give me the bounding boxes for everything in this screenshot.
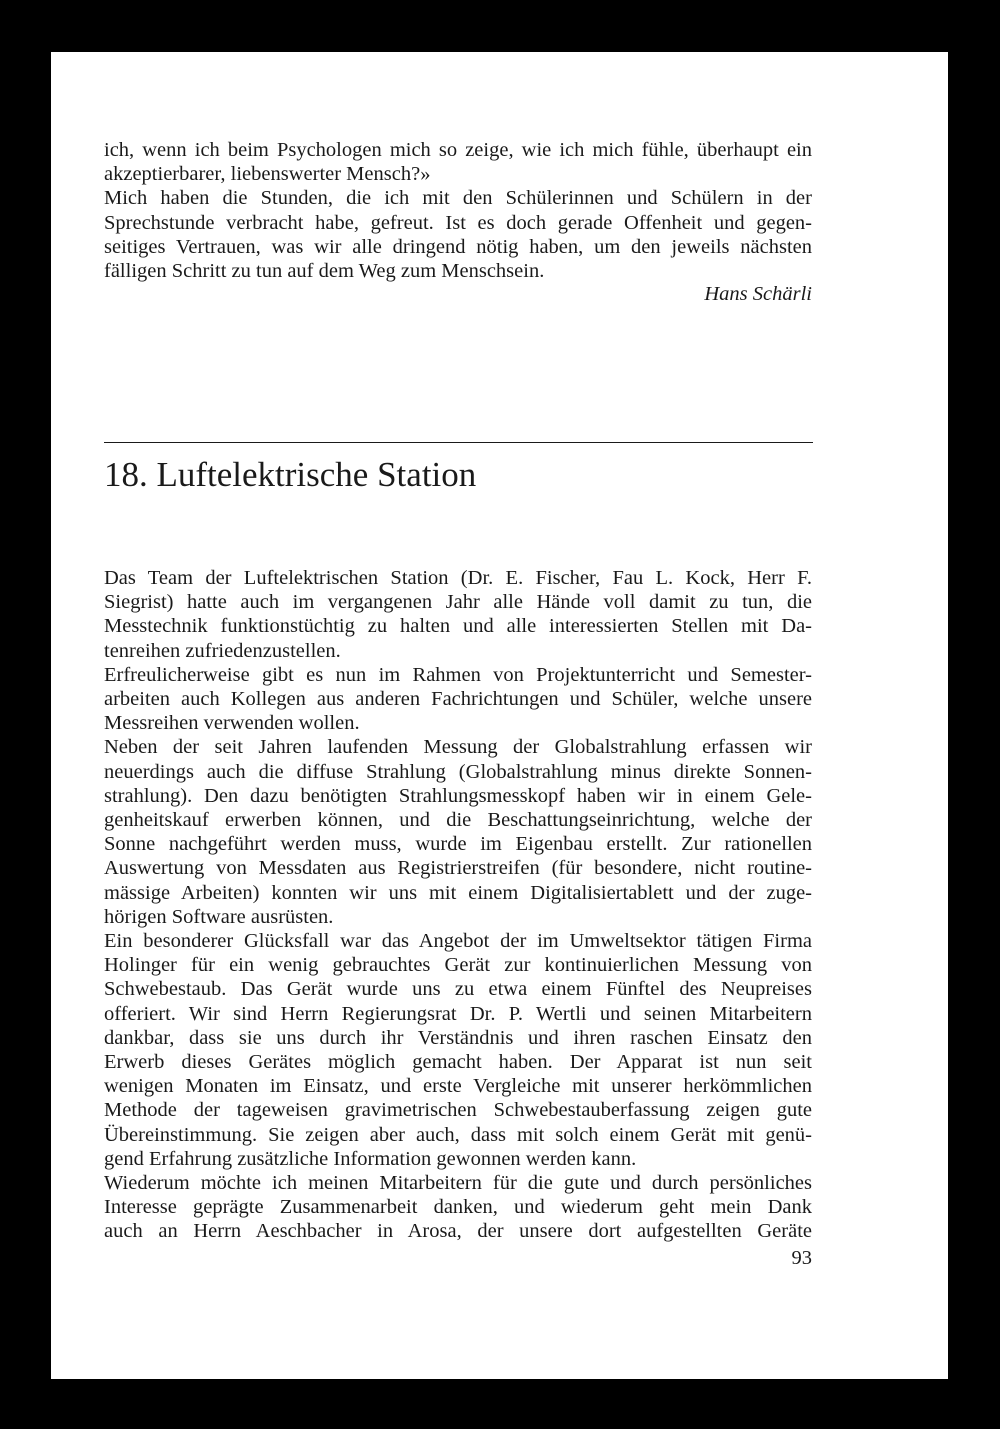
text-line: Messreihen verwenden wollen. xyxy=(104,712,360,735)
text-line: Holinger für ein wenig gebrauchtes Gerät zur kontinuierlichen Messung von xyxy=(104,954,812,977)
text-line: Wiederum möchte ich meinen Mitarbeitern für die gute und durch persönliches xyxy=(104,1172,812,1195)
text-line: Das Team der Luftelektrischen Station (Dr. E. Fischer, Fau L. Kock, Herr F. xyxy=(104,567,812,589)
text-line: wenigen Monaten im Einsatz, und erste Vergleiche mit unserer herkömmlichen xyxy=(104,1075,812,1098)
document-page xyxy=(51,52,948,1379)
text-line: akzeptierbarer, liebenswerter Mensch?» xyxy=(104,163,431,186)
section-body xyxy=(104,566,812,1244)
text-line: Sprechstunde verbracht habe, gefreut. Ist es doch gerade Offenheit und gegen- xyxy=(104,211,812,234)
text-line: tenreihen zufriedenzustellen. xyxy=(104,639,341,662)
text-line: dankbar, dass sie uns durch ihr Verständnis und ihren raschen Einsatz den xyxy=(104,1026,812,1049)
text-line: Erwerb dieses Gerätes möglich gemacht haben. Der Apparat ist nun seit xyxy=(104,1051,812,1074)
text-line: Messtechnik funktionstüchtig zu halten und alle interessierten Stellen mit Da- xyxy=(104,615,812,638)
text-line: Schwebestaub. Das Gerät wurde uns zu etwa einem Fünftel des Neupreises xyxy=(104,978,812,1001)
text-line: hörigen Software ausrüsten. xyxy=(104,905,334,928)
text-line: Ein besonderer Glücksfall war das Angebot der im Umweltsektor tätigen Firma xyxy=(104,930,812,953)
text-line: Übereinstimmung. Sie zeigen aber auch, dass mit solch einem Gerät mit genü- xyxy=(104,1123,812,1146)
text-line: gend Erfahrung zusätzliche Information gewonnen werden kann. xyxy=(104,1147,637,1170)
text-line: genheitskauf erwerben können, und die Beschattungseinrichtung, welche der xyxy=(104,809,812,832)
text-line: Siegrist) hatte auch im vergangenen Jahr alle Hände voll damit zu tun, die xyxy=(104,591,812,614)
text-line: offeriert. Wir sind Herrn Regierungsrat Dr. P. Wertli und seinen Mitarbeitern xyxy=(104,1002,812,1025)
text-line: ich, wenn ich beim Psychologen mich so zeige, wie ich mich fühle, überhaupt ein xyxy=(104,139,812,161)
page-number: 93 xyxy=(791,1247,812,1269)
text-line: neuerdings auch die diffuse Strahlung (Globalstrahlung minus direkte Sonnen- xyxy=(104,760,812,783)
continuation-paragraphs xyxy=(104,138,812,283)
text-line: strahlung). Den dazu benötigten Strahlungsmesskopf haben wir in einem Gele- xyxy=(104,784,812,807)
section-divider xyxy=(104,442,813,443)
text-line: auch an Herrn Aeschbacher in Arosa, der unsere dort aufgestellten Geräte xyxy=(104,1220,812,1243)
text-line: Mich haben die Stunden, die ich mit den Schülerinnen und Schülern in der xyxy=(104,187,812,210)
text-line: Methode der tageweisen gravimetrischen Schwebestauberfassung zeigen gute xyxy=(104,1099,812,1122)
text-line: Erfreulicherweise gibt es nun im Rahmen von Projektunterricht und Semester- xyxy=(104,663,812,686)
text-line: Interesse geprägte Zusammenarbeit danken, und wiederum geht mein Dank xyxy=(104,1196,812,1219)
text-line: fälligen Schritt zu tun auf dem Weg zum Menschsein. xyxy=(104,260,545,283)
text-line: mässige Arbeiten) konnten wir uns mit einem Digitalisiertablett und der zuge- xyxy=(104,881,812,904)
text-line: Neben der seit Jahren laufenden Messung der Globalstrahlung erfassen wir xyxy=(104,736,812,759)
text-line: Sonne nachgeführt werden muss, wurde im Eigenbau erstellt. Zur rationellen xyxy=(104,833,812,856)
section-heading: 18. Luftelektrische Station xyxy=(104,455,477,494)
author-signature: Hans Schärli xyxy=(704,283,812,305)
text-line: Auswertung von Messdaten aus Registrierstreifen (für besondere, nicht routine- xyxy=(104,857,812,880)
text-line: arbeiten auch Kollegen aus anderen Fachrichtungen und Schüler, welche unsere xyxy=(104,688,812,711)
text-line: seitiges Vertrauen, was wir alle dringend nötig haben, um den jeweils nächsten xyxy=(104,235,812,258)
